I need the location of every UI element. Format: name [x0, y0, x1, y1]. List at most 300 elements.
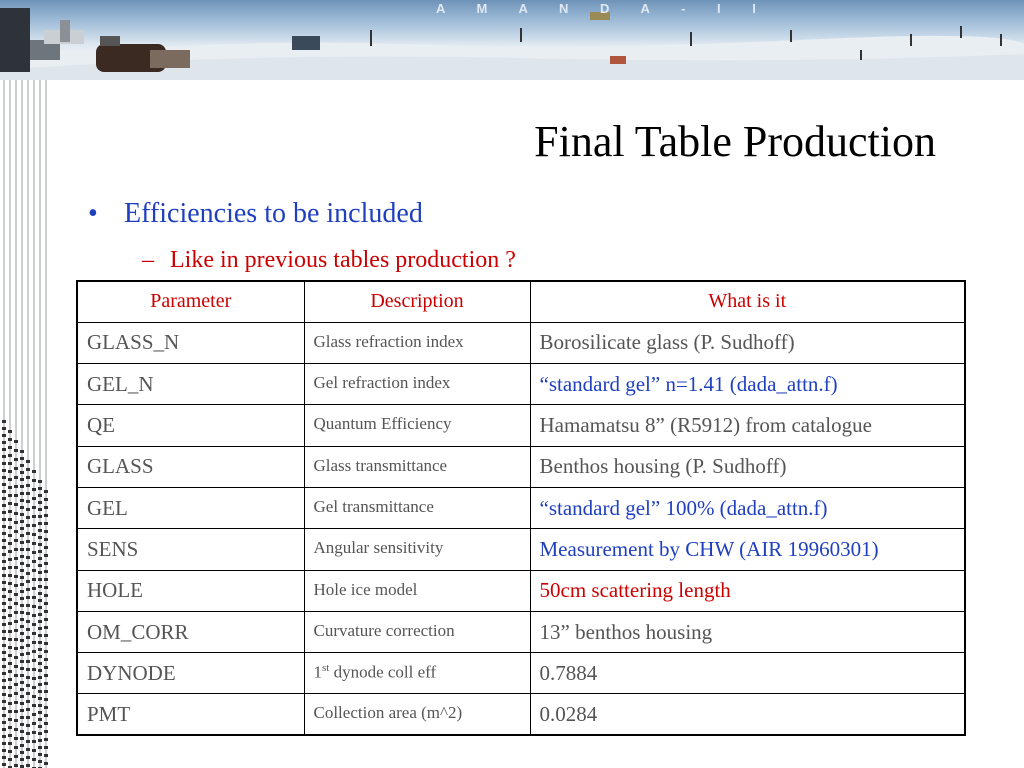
optical-module-dot: [14, 737, 18, 740]
optical-module-dot: [14, 530, 18, 533]
optical-module-dot: [14, 467, 18, 470]
optical-module-dot: [32, 569, 36, 572]
header-description: Description: [304, 281, 530, 322]
optical-module-dot: [26, 572, 30, 575]
optical-module-dot: [38, 515, 42, 518]
optical-module-dot: [26, 636, 30, 639]
optical-module-dot: [26, 596, 30, 599]
table-row: [77, 570, 965, 611]
optical-module-dot: [32, 749, 36, 752]
optical-module-dot: [38, 760, 42, 763]
optical-module-dot: [14, 674, 18, 677]
optical-module-dot: [26, 540, 30, 543]
what-is-it-cell: “standard gel” 100% (dada_attn.f): [530, 487, 965, 528]
parameter-cell: OM_CORR: [77, 611, 304, 652]
optical-module-dot: [20, 534, 24, 537]
optical-module-dot: [38, 564, 42, 567]
optical-module-dot: [26, 580, 30, 583]
optical-module-dot: [20, 695, 24, 698]
optical-module-dot: [20, 464, 24, 467]
optical-module-dot: [44, 674, 48, 677]
optical-module-dot: [26, 732, 30, 735]
optical-module-dot: [44, 586, 48, 589]
optical-module-dot: [26, 652, 30, 655]
optical-module-dot: [14, 755, 18, 758]
optical-module-dot: [32, 632, 36, 635]
optical-module-dot: [20, 485, 24, 488]
optical-module-dot: [26, 684, 30, 687]
table-row: [77, 694, 965, 735]
optical-module-dot: [38, 732, 42, 735]
parameter-cell: GLASS_N: [77, 322, 304, 363]
optical-module-dot: [32, 713, 36, 716]
optical-module-dot: [2, 672, 6, 675]
optical-module-dot: [38, 718, 42, 721]
optical-module-dot: [44, 610, 48, 613]
optical-module-dot: [32, 659, 36, 662]
optical-module-dot: [2, 588, 6, 591]
optical-module-dot: [44, 626, 48, 629]
optical-module-dot: [44, 634, 48, 637]
optical-module-dot: [8, 630, 12, 633]
optical-module-dot: [44, 642, 48, 645]
what-is-it-cell: 13” benthos housing: [530, 611, 965, 652]
optical-module-dot: [8, 526, 12, 529]
optical-module-dot: [38, 704, 42, 707]
optical-module-dot: [26, 532, 30, 535]
optical-module-dot: [8, 606, 12, 609]
table-row: [77, 653, 965, 694]
optical-module-dot: [38, 711, 42, 714]
optical-module-dot: [20, 744, 24, 747]
table-row: [77, 364, 965, 405]
optical-module-dot: [14, 710, 18, 713]
description-cell: Collection area (m^2): [304, 694, 530, 735]
optical-module-dot: [44, 546, 48, 549]
optical-module-dot: [20, 527, 24, 530]
optical-module-dot: [26, 604, 30, 607]
optical-module-dot: [44, 722, 48, 725]
what-is-it-cell: Hamamatsu 8” (R5912) from catalogue: [530, 405, 965, 446]
optical-module-dot: [2, 756, 6, 759]
optical-module-dot: [2, 651, 6, 654]
optical-module-dot: [44, 714, 48, 717]
what-is-it-cell: Measurement by CHW (AIR 19960301): [530, 529, 965, 570]
optical-module-dot: [2, 714, 6, 717]
slide-title: Final Table Production: [534, 117, 936, 166]
optical-module-dot: [38, 746, 42, 749]
optical-module-dot: [2, 707, 6, 710]
description-cell: [304, 653, 530, 694]
optical-module-dot: [44, 762, 48, 765]
description-cell: Gel transmittance: [304, 487, 530, 528]
optical-module-dot: [38, 690, 42, 693]
optical-module-dot: [2, 504, 6, 507]
optical-module-dot: [8, 438, 12, 441]
optical-module-dot: [2, 455, 6, 458]
description-cell: Hole ice model: [304, 570, 530, 611]
optical-module-dot: [32, 758, 36, 761]
optical-module-dot: [14, 440, 18, 443]
optical-module-dot: [20, 688, 24, 691]
optical-module-dot: [2, 546, 6, 549]
optical-module-dot: [2, 567, 6, 570]
optical-module-dot: [14, 602, 18, 605]
optical-module-dot: [2, 609, 6, 612]
optical-module-dot: [14, 683, 18, 686]
optical-module-dot: [26, 468, 30, 471]
what-is-it-cell: 0.7884: [530, 653, 965, 694]
optical-module-dot: [8, 510, 12, 513]
optical-module-dot: [32, 560, 36, 563]
header-what-is-it: What is it: [530, 281, 965, 322]
optical-module-dot: [8, 550, 12, 553]
banner-panorama: [0, 0, 1024, 80]
optical-module-dot: [2, 658, 6, 661]
optical-module-dot: [14, 719, 18, 722]
optical-module-dot: [8, 662, 12, 665]
optical-module-dot: [14, 746, 18, 749]
optical-module-dot: [44, 562, 48, 565]
optical-module-dot: [38, 620, 42, 623]
optical-module-dot: [32, 686, 36, 689]
optical-module-dot: [38, 613, 42, 616]
optical-module-dot: [2, 553, 6, 556]
table-row: [77, 446, 965, 487]
optical-module-dot: [44, 658, 48, 661]
optical-module-dot: [26, 644, 30, 647]
optical-module-dot: [26, 556, 30, 559]
optical-module-dot: [32, 497, 36, 500]
optical-module-dot: [14, 539, 18, 542]
optical-module-dot: [2, 448, 6, 451]
optical-module-dot: [44, 522, 48, 525]
optical-module-dot: [2, 532, 6, 535]
optical-module-dot: [26, 500, 30, 503]
optical-module-dot: [14, 521, 18, 524]
optical-module-dot: [20, 723, 24, 726]
optical-module-dot: [8, 470, 12, 473]
optical-module-dot: [20, 562, 24, 565]
optical-module-dot: [14, 665, 18, 668]
optical-module-dot: [32, 731, 36, 734]
optical-module-dot: [20, 506, 24, 509]
optical-module-dot: [8, 430, 12, 433]
optical-module-dot: [8, 702, 12, 705]
table-row: [77, 487, 965, 528]
optical-module-dot: [2, 469, 6, 472]
description-cell: Glass transmittance: [304, 446, 530, 487]
optical-module-dot: [8, 622, 12, 625]
optical-module-dot: [32, 506, 36, 509]
optical-module-dot: [2, 483, 6, 486]
optical-module-dot: [20, 450, 24, 453]
optical-module-dot: [38, 487, 42, 490]
optical-module-dot: [20, 618, 24, 621]
optical-module-dot: [14, 485, 18, 488]
optical-module-dot: [38, 606, 42, 609]
optical-module-dot: [38, 557, 42, 560]
optical-module-dot: [26, 724, 30, 727]
optical-module-dot: [26, 660, 30, 663]
optical-module-dot: [44, 746, 48, 749]
parameter-cell: PMT: [77, 694, 304, 735]
optical-module-dot: [32, 677, 36, 680]
optical-module-dot: [14, 647, 18, 650]
optical-module-dot: [44, 666, 48, 669]
optical-module-dot: [20, 674, 24, 677]
optical-module-dot: [20, 604, 24, 607]
table-row: [77, 529, 965, 570]
optical-module-dot: [32, 533, 36, 536]
optical-module-dot: [20, 548, 24, 551]
optical-module-dot: [38, 753, 42, 756]
optical-module-dot: [8, 558, 12, 561]
optical-module-dot: [32, 488, 36, 491]
optical-module-dot: [2, 700, 6, 703]
optical-module-dot: [26, 492, 30, 495]
optical-module-dot: [38, 571, 42, 574]
optical-module-dot: [8, 574, 12, 577]
optical-module-dot: [20, 716, 24, 719]
optical-module-dot: [20, 660, 24, 663]
table-header-row: [77, 281, 965, 322]
optical-module-dot: [26, 764, 30, 767]
optical-module-dot: [32, 641, 36, 644]
optical-module-dot: [38, 662, 42, 665]
optical-module-dot: [38, 648, 42, 651]
optical-module-dot: [32, 515, 36, 518]
optical-module-dot: [8, 734, 12, 737]
optical-module-dot: [14, 494, 18, 497]
optical-module-dot: [38, 641, 42, 644]
optical-module-dot: [20, 625, 24, 628]
optical-module-dot: [8, 486, 12, 489]
optical-module-dot: [14, 701, 18, 704]
optical-module-dot: [20, 576, 24, 579]
optical-module-dot: [20, 653, 24, 656]
optical-module-dot: [2, 574, 6, 577]
optical-module-dot: [8, 694, 12, 697]
what-is-it-cell: 50cm scattering length: [530, 570, 965, 611]
optical-module-dot: [20, 590, 24, 593]
optical-module-dot: [8, 758, 12, 761]
description-cell: Angular sensitivity: [304, 529, 530, 570]
optical-module-dot: [20, 471, 24, 474]
optical-module-dot: [26, 748, 30, 751]
optical-module-dot: [8, 454, 12, 457]
optical-module-dot: [32, 704, 36, 707]
optical-module-dot: [44, 738, 48, 741]
detector-strings-decoration: [0, 80, 50, 768]
optical-module-dot: [44, 754, 48, 757]
optical-module-dot: [8, 726, 12, 729]
optical-module-dot: [20, 667, 24, 670]
optical-module-dot: [14, 503, 18, 506]
optical-module-dot: [2, 693, 6, 696]
optical-module-dot: [20, 555, 24, 558]
optical-module-dot: [38, 697, 42, 700]
optical-module-dot: [14, 593, 18, 596]
optical-module-dot: [20, 709, 24, 712]
optical-module-dot: [20, 541, 24, 544]
parameter-cell: GLASS: [77, 446, 304, 487]
what-is-it-cell: Benthos housing (P. Sudhoff): [530, 446, 965, 487]
optical-module-dot: [38, 522, 42, 525]
parameter-cell: GEL: [77, 487, 304, 528]
optical-module-dot: [44, 498, 48, 501]
parameter-cell: DYNODE: [77, 653, 304, 694]
what-is-it-cell: 0.0284: [530, 694, 965, 735]
optical-module-dot: [32, 623, 36, 626]
optical-module-dot: [8, 478, 12, 481]
efficiency-table: [76, 280, 966, 736]
optical-module-dot: [8, 638, 12, 641]
optical-module-dot: [2, 735, 6, 738]
optical-module-dot: [38, 655, 42, 658]
description-cell: Curvature correction: [304, 611, 530, 652]
optical-module-dot: [38, 725, 42, 728]
optical-module-dot: [2, 511, 6, 514]
optical-module-dot: [2, 434, 6, 437]
optical-module-dot: [38, 529, 42, 532]
optical-module-dot: [20, 597, 24, 600]
optical-module-dot: [38, 683, 42, 686]
optical-module-dot: [44, 578, 48, 581]
optical-module-dot: [2, 476, 6, 479]
optical-module-dot: [26, 716, 30, 719]
optical-module-dot: [20, 758, 24, 761]
optical-module-dot: [2, 686, 6, 689]
optical-module-dot: [8, 462, 12, 465]
optical-module-dot: [44, 530, 48, 533]
optical-module-dot: [8, 542, 12, 545]
optical-module-dot: [8, 502, 12, 505]
optical-module-dot: [20, 632, 24, 635]
optical-module-dot: [20, 513, 24, 516]
optical-module-dot: [26, 516, 30, 519]
optical-module-dot: [26, 484, 30, 487]
description-cell: Quantum Efficiency: [304, 405, 530, 446]
optical-module-dot: [20, 499, 24, 502]
optical-module-dot: [8, 446, 12, 449]
optical-module-dot: [8, 534, 12, 537]
optical-module-dot: [38, 536, 42, 539]
optical-module-dot: [20, 702, 24, 705]
optical-module-dot: [8, 686, 12, 689]
optical-module-dot: [44, 618, 48, 621]
optical-module-dot: [8, 566, 12, 569]
optical-module-dot: [14, 575, 18, 578]
optical-module-dot: [44, 602, 48, 605]
optical-module-dot: [44, 594, 48, 597]
bullet-symbol: •: [88, 198, 98, 229]
optical-module-dot: [2, 630, 6, 633]
optical-module-dot: [8, 678, 12, 681]
optical-module-dot: [8, 646, 12, 649]
optical-module-dot: [32, 479, 36, 482]
optical-module-dot: [2, 644, 6, 647]
bullet-text: Efficiencies to be included: [124, 198, 423, 229]
optical-module-dot: [32, 740, 36, 743]
optical-module-dot: [8, 750, 12, 753]
optical-module-dot: [32, 596, 36, 599]
optical-module-dot: [2, 427, 6, 430]
description-cell: Gel refraction index: [304, 364, 530, 405]
optical-module-dot: [2, 497, 6, 500]
optical-module-dot: [44, 506, 48, 509]
parameter-cell: GEL_N: [77, 364, 304, 405]
description-ordinal-suffix: st: [322, 662, 330, 675]
optical-module-dot: [2, 420, 6, 423]
optical-module-dot: [26, 564, 30, 567]
optical-module-dot: [32, 722, 36, 725]
optical-module-dot: [2, 679, 6, 682]
optical-module-dot: [14, 620, 18, 623]
optical-module-dot: [14, 692, 18, 695]
optical-module-dot: [32, 470, 36, 473]
optical-module-dot: [44, 650, 48, 653]
optical-module-dot: [38, 501, 42, 504]
optical-module-dot: [38, 739, 42, 742]
optical-module-dot: [2, 441, 6, 444]
optical-module-dot: [14, 584, 18, 587]
optical-module-dot: [38, 592, 42, 595]
optical-module-dot: [32, 524, 36, 527]
optical-module-dot: [20, 569, 24, 572]
optical-module-dot: [32, 587, 36, 590]
optical-module-dot: [26, 700, 30, 703]
optical-module-dot: [20, 520, 24, 523]
optical-module-dot: [20, 639, 24, 642]
optical-module-dot: [14, 611, 18, 614]
optical-module-dot: [26, 708, 30, 711]
description-ordinal-number: 1: [313, 662, 322, 682]
optical-module-dot: [8, 590, 12, 593]
optical-module-dot: [8, 614, 12, 617]
optical-module-dot: [38, 585, 42, 588]
bullet-item: [88, 196, 423, 232]
optical-module-dot: [2, 616, 6, 619]
optical-module-dot: [32, 650, 36, 653]
optical-module-dot: [32, 578, 36, 581]
optical-module-dot: [26, 676, 30, 679]
optical-module-dot: [2, 518, 6, 521]
optical-module-dot: [20, 681, 24, 684]
what-is-it-cell: Borosilicate glass (P. Sudhoff): [530, 322, 965, 363]
optical-module-dot: [14, 656, 18, 659]
sub-bullet-item: [142, 244, 516, 276]
optical-module-dot: [26, 628, 30, 631]
optical-module-dot: [8, 654, 12, 657]
optical-module-dot: [2, 560, 6, 563]
optical-module-dot: [14, 728, 18, 731]
description-text: dynode coll eff: [329, 662, 437, 682]
optical-module-dot: [8, 742, 12, 745]
optical-module-dot: [14, 548, 18, 551]
optical-module-dot: [8, 582, 12, 585]
optical-module-dot: [20, 492, 24, 495]
optical-module-dot: [38, 480, 42, 483]
optical-module-dot: [20, 611, 24, 614]
optical-module-dot: [8, 670, 12, 673]
optical-module-dot: [32, 542, 36, 545]
sub-bullet-text: Like in previous tables production ?: [170, 247, 516, 273]
optical-module-dot: [44, 682, 48, 685]
optical-module-dot: [2, 595, 6, 598]
optical-module-dot: [44, 570, 48, 573]
optical-module-dot: [8, 598, 12, 601]
